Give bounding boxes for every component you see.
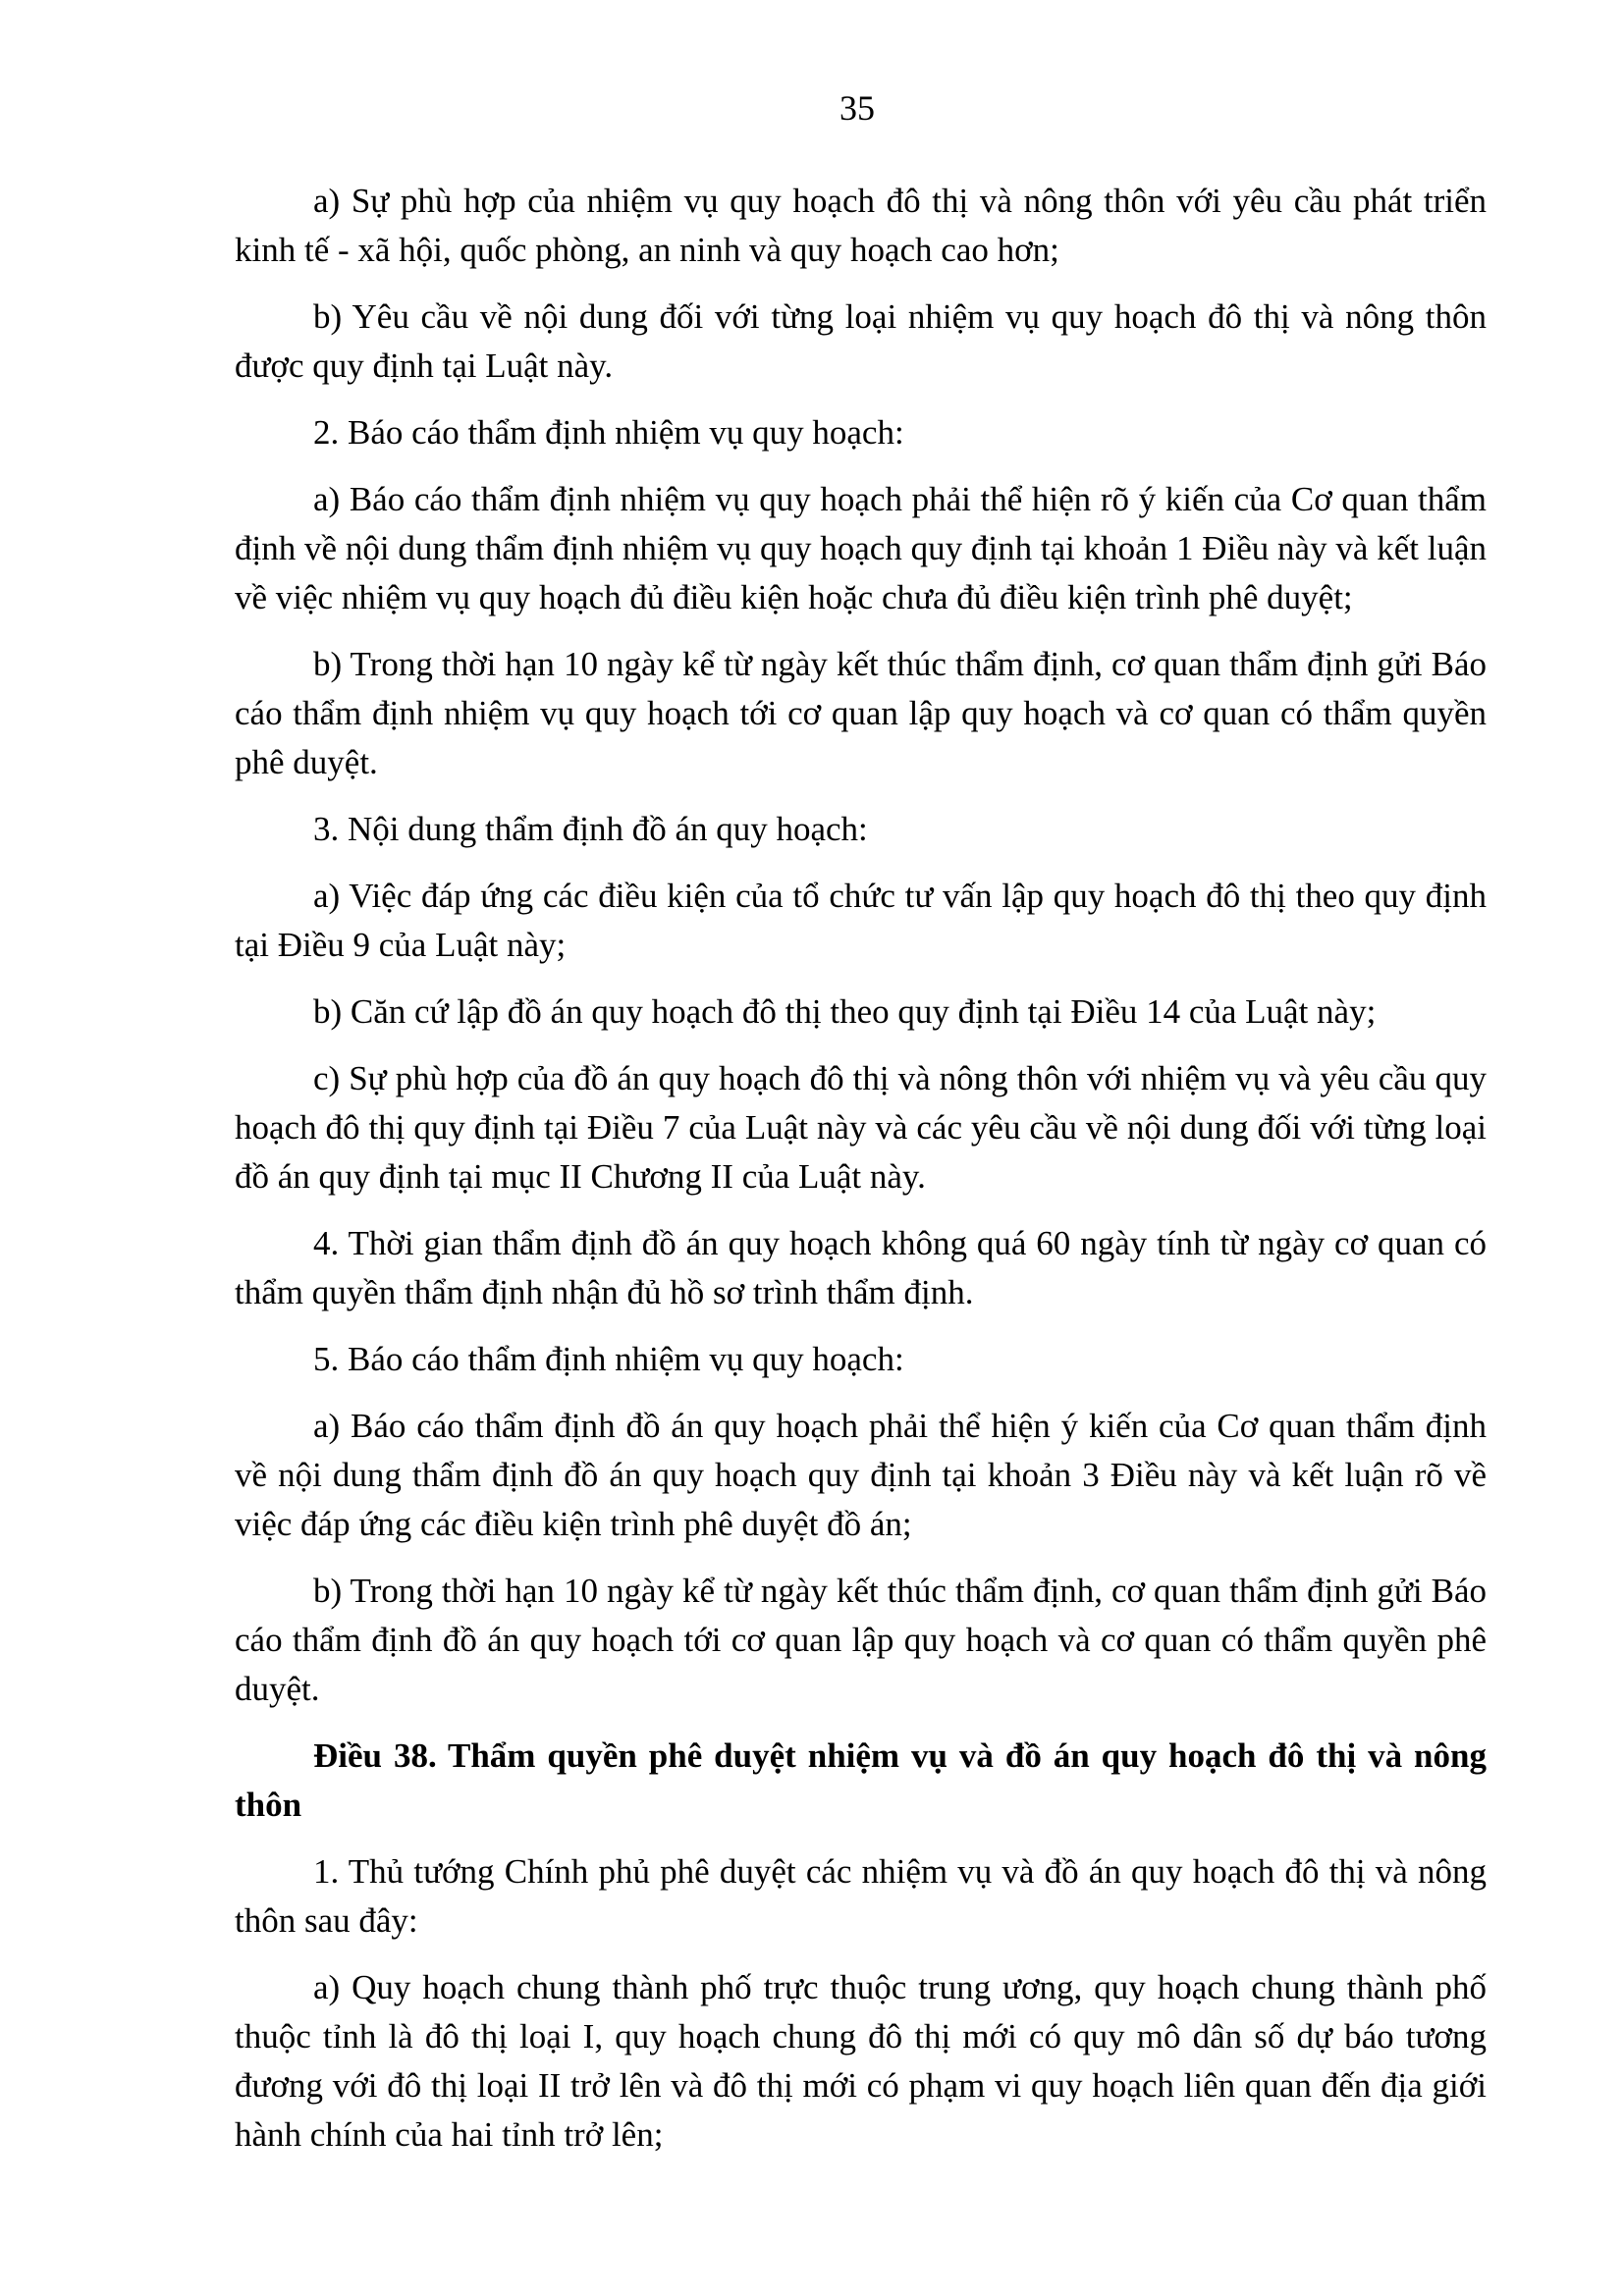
document-body [235, 177, 1487, 2177]
paragraph-3c: c) Sự phù hợp của đồ án quy hoạch đô thị và nông thôn với nhiệm vụ và yêu cầu quy hoạch đô thị quy định tại Điều 7 của Luật này và các yêu cầu về nội dung đối với từng loại đồ án quy định tại mục II Chương II của Luật này. [235, 1059, 1487, 1196]
page-number: 35 [839, 88, 875, 128]
paragraph-5b: b) Trong thời hạn 10 ngày kể từ ngày kết thúc thẩm định, cơ quan thẩm định gửi Báo cáo thẩm định đồ án quy hoạch tới cơ quan lập quy hoạch và cơ quan có thẩm quyền phê duyệt. [235, 1572, 1487, 1708]
paragraph-3a: a) Việc đáp ứng các điều kiện của tổ chức tư vấn lập quy hoạch đô thị theo quy định tại Điều 9 của Luật này; [235, 877, 1487, 964]
paragraph-2: 2. Báo cáo thẩm định nhiệm vụ quy hoạch: [313, 413, 904, 452]
paragraph-1a: a) Sự phù hợp của nhiệm vụ quy hoạch đô thị và nông thôn với yêu cầu phát triển kinh tế - xã hội, quốc phòng, an ninh và quy hoạch cao hơn; [235, 182, 1487, 269]
paragraph-4: 4. Thời gian thẩm định đồ án quy hoạch không quá 60 ngày tính từ ngày cơ quan có thẩm quyền thẩm định nhận đủ hồ sơ trình thẩm định. [235, 1224, 1487, 1311]
paragraph-2a: a) Báo cáo thẩm định nhiệm vụ quy hoạch phải thể hiện rõ ý kiến của Cơ quan thẩm định về nội dung thẩm định nhiệm vụ quy hoạch quy định tại khoản 1 Điều này và kết luận về việc nhiệm vụ quy hoạch đủ điều kiện hoặc chưa đủ điều kiện trình phê duyệt; [235, 480, 1487, 616]
paragraph-1b: b) Yêu cầu về nội dung đối với từng loại nhiệm vụ quy hoạch đô thị và nông thôn được quy định tại Luật này. [235, 297, 1487, 385]
paragraph-3b: b) Căn cứ lập đồ án quy hoạch đô thị theo quy định tại Điều 14 của Luật này; [313, 992, 1377, 1031]
article-paragraph-1a: a) Quy hoạch chung thành phố trực thuộc trung ương, quy hoạch chung thành phố thuộc tỉnh là đô thị loại I, quy hoạch chung đô thị mới có quy mô dân số dự báo tương đương với đô thị loại II trở lên và đô thị mới có phạm vi quy hoạch liên quan đến địa giới hành chính của hai tỉnh trở lên; [235, 1968, 1487, 2154]
article-heading: Điều 38. Thẩm quyền phê duyệt nhiệm vụ và đồ án quy hoạch đô thị và nông thôn [235, 1736, 1487, 1824]
paragraph-2b: b) Trong thời hạn 10 ngày kể từ ngày kết thúc thẩm định, cơ quan thẩm định gửi Báo cáo thẩm định nhiệm vụ quy hoạch tới cơ quan lập quy hoạch và cơ quan có thẩm quyền phê duyệt. [235, 645, 1487, 781]
article-paragraph-1: 1. Thủ tướng Chính phủ phê duyệt các nhiệm vụ và đồ án quy hoạch đô thị và nông thôn sau đây: [235, 1852, 1487, 1940]
paragraph-3: 3. Nội dung thẩm định đồ án quy hoạch: [313, 810, 868, 848]
paragraph-5a: a) Báo cáo thẩm định đồ án quy hoạch phải thể hiện ý kiến của Cơ quan thẩm định về nội dung thẩm định đồ án quy hoạch quy định tại khoản 3 Điều này và kết luận rõ về việc đáp ứng các điều kiện trình phê duyệt đồ án; [235, 1407, 1487, 1543]
paragraph-5: 5. Báo cáo thẩm định nhiệm vụ quy hoạch: [313, 1340, 904, 1378]
